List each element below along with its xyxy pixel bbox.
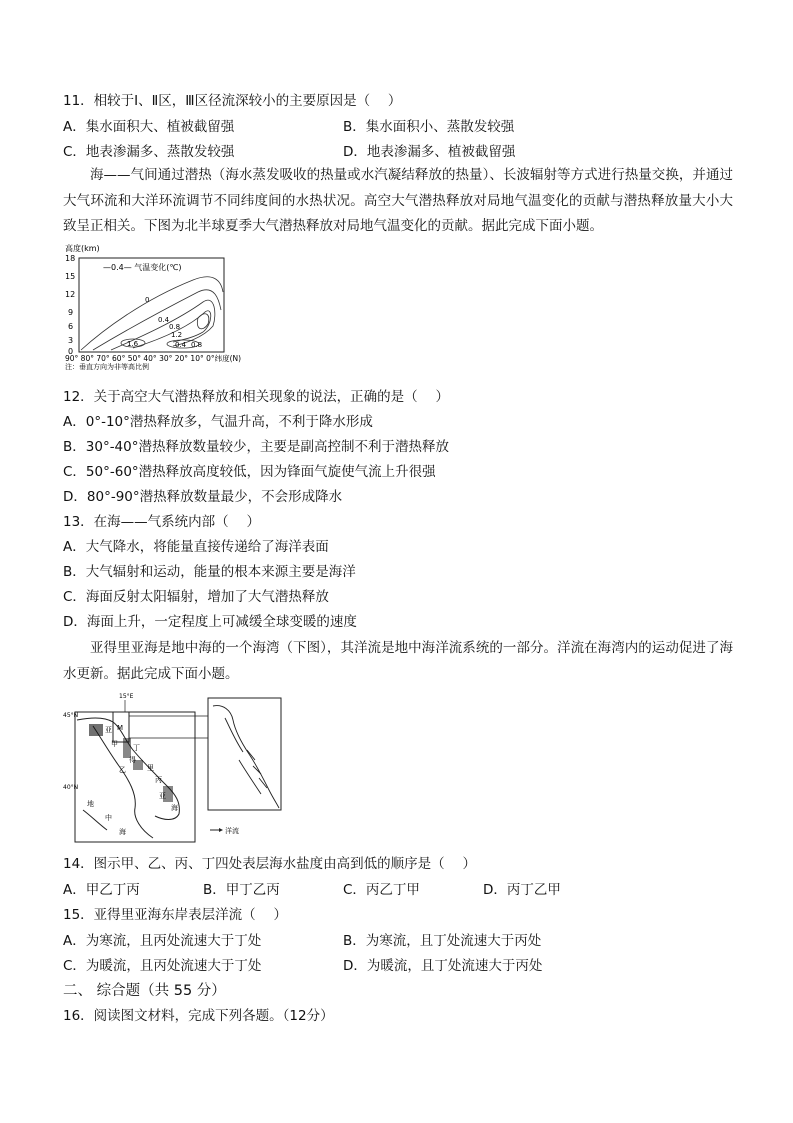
q12-option-d: D．80°-90°潜热释放数量最少，不会形成降水 bbox=[63, 489, 343, 505]
y-tick-12: 12 bbox=[65, 290, 76, 299]
figure1-y-title: 高度(km) bbox=[65, 244, 100, 253]
q15-option-a: A．为寒流，且丙处流速大于丁处 bbox=[63, 933, 262, 949]
q14-stem: 14．图示甲、乙、丙、丁四处表层海水盐度由高到低的顺序是（ ） bbox=[63, 856, 476, 872]
section-2-heading: 二、 综合题（共 55 分） bbox=[63, 983, 226, 999]
y-tick-15: 15 bbox=[65, 272, 76, 281]
label-zhong: 中 bbox=[105, 814, 112, 822]
contour-label-0-8b: 0.8 bbox=[191, 341, 203, 349]
y-tick-0: 0 bbox=[68, 347, 74, 356]
q12-option-a: A．0°-10°潜热释放多，气温升高，不利于降水形成 bbox=[63, 414, 373, 430]
q11-option-b: B．集水面积小、蒸散发较强 bbox=[343, 119, 515, 135]
contour-label-0-4: 0.4 bbox=[158, 316, 170, 324]
adriatic-map bbox=[63, 690, 288, 845]
contour-label-0: 0 bbox=[145, 296, 150, 304]
q14-option-a: A．甲乙丁丙 bbox=[63, 882, 140, 898]
contour-label-0-8: 0.8 bbox=[169, 323, 181, 331]
q15-option-d: D．为暖流，且丁处流速大于丙处 bbox=[343, 958, 543, 974]
map-inset-frame bbox=[208, 698, 281, 810]
q11-option-a: A．集水面积大、植被截留强 bbox=[63, 119, 235, 135]
label-li: 里 bbox=[147, 764, 154, 772]
contour-label-1-6: 1.6 bbox=[127, 340, 139, 348]
figure1-contours bbox=[81, 277, 223, 350]
label-ya2: 亚 bbox=[159, 792, 166, 800]
q12-option-c: C．50°-60°潜热释放高度较低，因为锋面气旋使气流上升很强 bbox=[63, 464, 436, 480]
figure1-x-ticks: 90° 80° 70° 60° 50° 40° 30° 20° 10° 0°纬度(N) bbox=[65, 354, 242, 363]
q13-stem: 13．在海——气系统内部（ ） bbox=[63, 514, 260, 530]
q13-option-b: B．大气辐射和运动，能量的根本来源主要是海洋 bbox=[63, 564, 356, 580]
figure1-y-ticks bbox=[65, 254, 75, 356]
figure1-legend: —0.4— 气温变化(℃) bbox=[103, 263, 182, 272]
y-tick-3: 3 bbox=[68, 336, 74, 345]
lon-15: 15°E bbox=[119, 693, 134, 700]
q13-option-a: A．大气降水，将能量直接传递给了海洋表面 bbox=[63, 539, 329, 555]
q12-stem: 12．关于高空大气潜热释放和相关现象的说法，正确的是（ ） bbox=[63, 389, 449, 405]
q11-stem: 11．相较于Ⅰ、Ⅱ区，Ⅲ区径流深较小的主要原因是（ ） bbox=[63, 93, 402, 109]
y-tick-6: 6 bbox=[68, 322, 74, 331]
q11-option-d: D．地表渗漏多、植被截留强 bbox=[343, 144, 516, 160]
y-tick-9: 9 bbox=[68, 308, 74, 317]
y-tick-18: 18 bbox=[65, 254, 76, 263]
figure1-frame bbox=[79, 258, 224, 352]
figure1-note: 注：垂直方向为非等高比例 bbox=[65, 363, 149, 370]
contour-label-1-2: 1.2 bbox=[171, 331, 183, 339]
label-bing: 丙 bbox=[155, 776, 162, 784]
label-m: M bbox=[117, 724, 124, 732]
q14-option-c: C．丙乙丁甲 bbox=[343, 882, 420, 898]
lat-40: 40°N bbox=[63, 784, 79, 791]
q13-option-c: C．海面反射太阳辐射，增加了大气潜热释放 bbox=[63, 589, 329, 605]
label-yi: 乙 bbox=[119, 766, 126, 774]
q14-option-d: D．丙丁乙甲 bbox=[483, 882, 561, 898]
lat-45: 45°N bbox=[63, 712, 79, 719]
q11-option-c: C．地表渗漏多、蒸散发较强 bbox=[63, 144, 235, 160]
contour-label-0-4b: 0.4 bbox=[175, 341, 187, 349]
q14-option-b: B．甲丁乙丙 bbox=[203, 882, 280, 898]
q15-stem: 15．亚得里亚海东岸表层洋流（ ） bbox=[63, 907, 287, 923]
passage-latent-heat: 海——气间通过潜热（海水蒸发吸收的热量或水汽凝结释放的热量）、长波辐射等方式进行热量交换，并通过大气环流和大洋环流调节不同纬度间的水热状况。高空大气潜热释放对局地气温变化的贡献与潜热释放量大小大致呈正相关。下图为北半球夏季大气潜热释放对局地气温变化的贡献。据此完成下面小题。 bbox=[63, 167, 733, 234]
q12-option-b: B．30°-40°潜热释放数量较少，主要是副高控制不利于潜热释放 bbox=[63, 439, 449, 455]
label-jia: 甲 bbox=[111, 740, 118, 748]
label-di: 地 bbox=[87, 800, 94, 808]
q16-stem: 16．阅读图文材料，完成下列各题。（12分） bbox=[63, 1008, 334, 1024]
label-hai2: 海 bbox=[119, 828, 126, 836]
map-legend: 洋流 bbox=[225, 827, 239, 835]
label-de: 得 bbox=[129, 756, 136, 764]
q15-option-b: B．为寒流，且丁处流速大于丙处 bbox=[343, 933, 542, 949]
latent-heat-contour-figure bbox=[63, 240, 263, 370]
label-hai: 海 bbox=[171, 804, 178, 812]
label-ya: 亚 bbox=[105, 726, 112, 734]
passage-adriatic: 亚得里亚海是地中海的一个海湾（下图），其洋流是地中海洋流系统的一部分。洋流在海湾内的运动促进了海水更新。据此完成下面小题。 bbox=[63, 640, 733, 682]
q15-option-c: C．为暖流，且丙处流速大于丁处 bbox=[63, 958, 262, 974]
q13-option-d: D．海面上升，一定程度上可减缓全球变暖的速度 bbox=[63, 614, 357, 630]
inset-coastline bbox=[213, 706, 279, 808]
label-ding: 丁 bbox=[133, 744, 140, 752]
